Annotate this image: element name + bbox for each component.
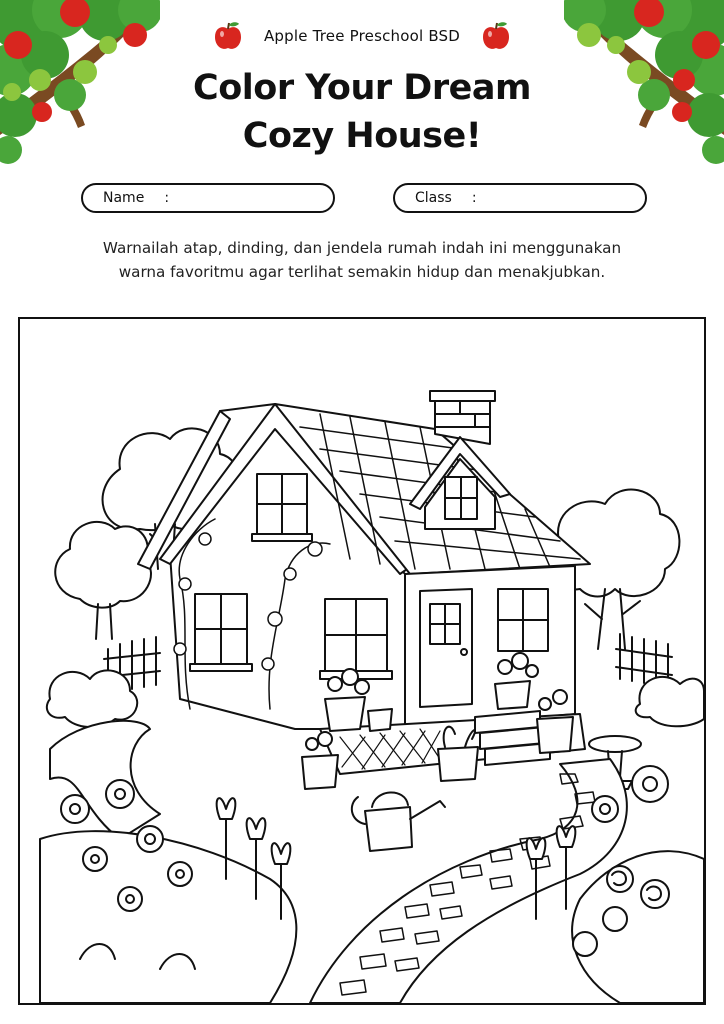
class-field[interactable]: [393, 183, 647, 213]
coloring-picture-frame: [18, 317, 706, 1005]
apple-icon: [213, 20, 243, 52]
house: [138, 391, 590, 774]
title-line-1: Color Your Dream: [193, 68, 531, 108]
instructions-line-1: Warnailah atap, dinding, dan jendela rumah indah ini menggunakan: [102, 239, 622, 257]
flowers-left: [40, 780, 296, 1003]
watering-can: [352, 792, 445, 851]
instructions-line-2: warna favoritmu agar terlihat semakin hidup dan menakjubkan.: [118, 263, 606, 281]
stone-path: [310, 759, 627, 1003]
house-line-art: [20, 319, 704, 1003]
name-label: Name: [103, 190, 145, 206]
title-line-2: Cozy House!: [242, 116, 482, 156]
class-separator: :: [471, 190, 477, 206]
name-field[interactable]: [81, 183, 335, 213]
tree-left-small: [55, 522, 151, 639]
apple-icon: [481, 20, 511, 52]
page-title: [0, 64, 724, 160]
class-label: Class: [415, 190, 452, 206]
bush-left: [47, 670, 137, 727]
instructions: [60, 236, 664, 284]
bush-right: [636, 677, 704, 726]
school-name: Apple Tree Preschool BSD: [263, 27, 461, 45]
name-separator: :: [164, 190, 170, 206]
school-header: [0, 20, 724, 52]
